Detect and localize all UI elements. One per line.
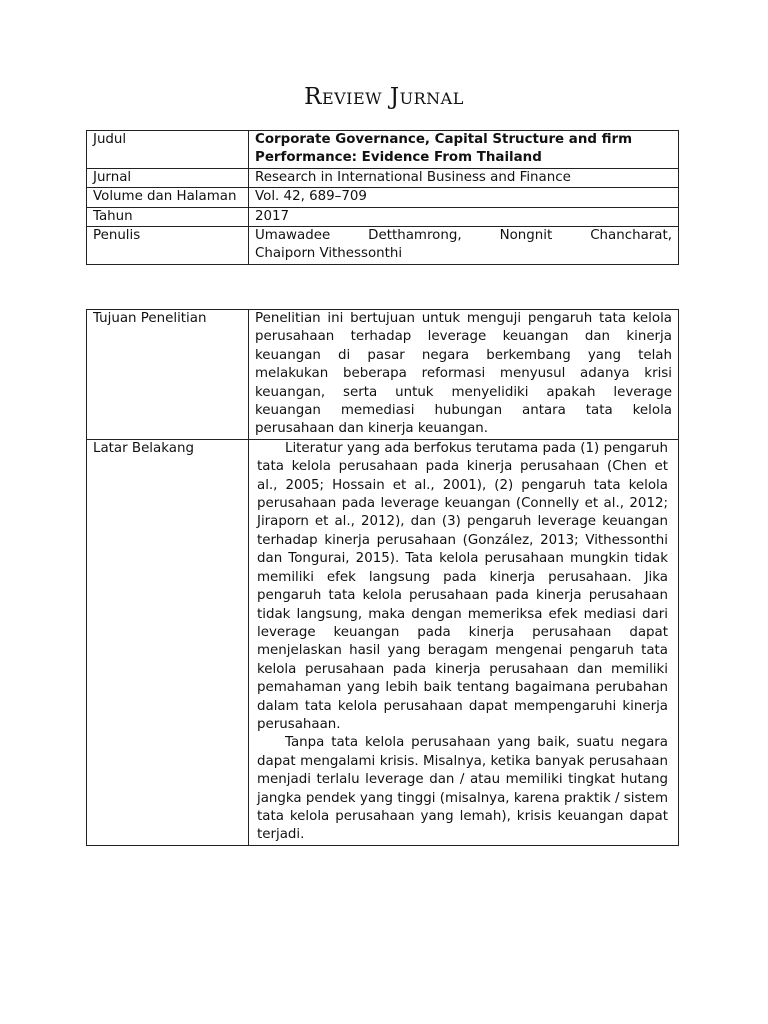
tujuan-label: Tujuan Penelitian (87, 310, 249, 440)
penulis-value (249, 227, 679, 265)
jurnal-value: Research in International Business and Finance (249, 168, 679, 187)
penulis-line-2: Chaiporn Vithessonthi (255, 246, 403, 262)
table-row-judul (87, 131, 679, 169)
table-row-jurnal (87, 168, 679, 187)
table-row-latar (87, 439, 679, 845)
latar-value (249, 439, 679, 845)
latar-paragraph-2: Tanpa tata kelola perusahaan yang baik, suatu negara dapat mengalami krisis. Misalnya, ketika banyak perusahaan menjadi terlalu leverage dan / atau memiliki tingkat hutang jangka pendek yang tinggi (misalnya, karena praktik / sistem tata kelola perusahaan yang lemah), krisis keuangan dapat terjadi. (257, 735, 668, 843)
penulis-line-1: Umawadee Detthamrong, Nongnit Chancharat, (255, 228, 672, 244)
judul-label: Judul (87, 131, 249, 169)
volume-value: Vol. 42, 689–709 (249, 188, 679, 207)
review-table (86, 309, 679, 846)
table-row-volume (87, 188, 679, 207)
tujuan-value: Penelitian ini bertujuan untuk menguji pengaruh tata kelola perusahaan terhadap leverage keuangan dan kinerja keuangan di pasar negara berkembang yang telah melakukan beberapa reformasi menyusul adanya krisi keuangan, serta untuk menyelidiki apakah leverage keuangan memediasi hubungan antara tata kelola perusahaan dan kinerja keuangan. (249, 310, 679, 440)
table-row-penulis (87, 227, 679, 265)
table-row-tujuan (87, 310, 679, 440)
journal-info-table (86, 130, 679, 265)
judul-value: Corporate Governance, Capital Structure and firm Performance: Evidence From Thailand (249, 131, 679, 169)
latar-paragraph-1: Literatur yang ada berfokus terutama pada (1) pengaruh tata kelola perusahaan pada kinerja perusahaan (Chen et al., 2005; Hossain et al., 2001), (2) pengaruh tata kelola perusahaan pada leverage keuangan (Connelly et al., 2012; Jiraporn et al., 2012), dan (3) pengaruh leverage keuangan terhadap kinerja perusahaan (González, 2013; Vithessonthi dan Tongurai, 2015). Tata kelola perusahaan mungkin tidak memiliki efek langsung pada kinerja perusahaan. Jika pengaruh tata kelola perusahaan pada kinerja perusahaan tidak langsung, maka dengan memeriksa efek mediasi dari leverage keuangan pada kinerja perusahaan dapat menjelaskan hasil yang beragam mengenai pengaruh tata kelola perusahaan pada kinerja perusahaan dan memiliki pemahaman yang lebih baik tentang bagaimana perubahan dalam tata kelola perusahaan dapat mempengaruhi kinerja perusahaan. (257, 440, 668, 732)
table-row-tahun (87, 207, 679, 226)
volume-label: Volume dan Halaman (87, 188, 249, 207)
tahun-value: 2017 (249, 207, 679, 226)
page-title: Review Jurnal (304, 84, 464, 110)
penulis-label: Penulis (87, 227, 249, 265)
jurnal-label: Jurnal (87, 168, 249, 187)
tahun-label: Tahun (87, 207, 249, 226)
latar-label: Latar Belakang (87, 439, 249, 845)
